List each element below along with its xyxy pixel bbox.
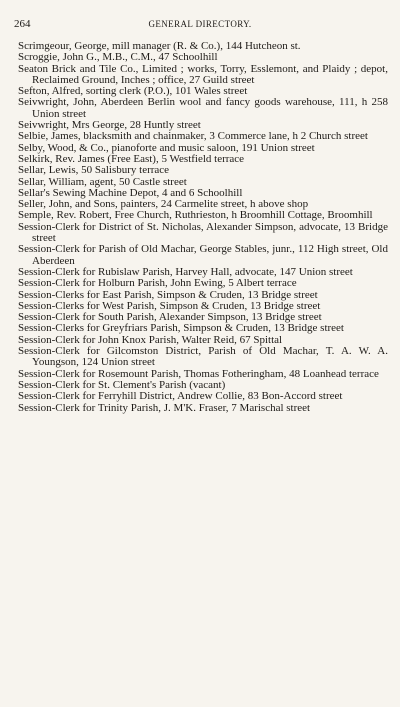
directory-entry: Session-Clerk for Holburn Parish, John Ewing, 5 Albert terrace [18, 277, 297, 290]
directory-entry: Session-Clerk for Gilcomston District, Parish of Old Machar, T. A. W. A. Youngson, 124 Union street [18, 345, 388, 369]
directory-entry: Seaton Brick and Tile Co., Limited ; works, Torry, Esslemont, and Plaidy ; depot, Reclaimed Ground, Inches ; office, 27 Guild street [18, 62, 388, 86]
directory-entry: Selby, Wood, & Co., pianoforte and music saloon, 191 Union street [18, 141, 315, 154]
directory-entry: Session-Clerk for Rubislaw Parish, Harvey Hall, advocate, 147 Union street [18, 265, 353, 278]
directory-entry: Semple, Rev. Robert, Free Church, Ruthrieston, h Broomhill Cottage, Broomhill [18, 209, 373, 222]
directory-entry: Scrimgeour, George, mill manager (R. & Co.), 144 Hutcheon st. [18, 40, 301, 52]
directory-entry: Session-Clerk for Ferryhill District, Andrew Collie, 83 Bon-Accord street [18, 390, 343, 403]
directory-entry: Session-Clerk for Trinity Parish, J. M'K. Fraser, 7 Marischal street [18, 401, 311, 414]
directory-entry: Sellar, Lewis, 50 Salisbury terrace [18, 164, 170, 177]
directory-entry: Selbie, James, blacksmith and chainmaker, 3 Commerce lane, h 2 Church street [18, 130, 368, 143]
directory-entry: Session-Clerk for Rosemount Parish, Thomas Fotheringham, 48 Loanhead terrace [18, 367, 379, 380]
directory-entry: Sellar's Sewing Machine Depot, 4 and 6 Schoolhill [18, 186, 243, 199]
directory-entry: Seivwright, John, Aberdeen Berlin wool and fancy goods warehouse, 111, h 258 Union street [18, 96, 388, 120]
directory-entry: Session-Clerk for District of St. Nicholas, Alexander Simpson, advocate, 13 Bridge street [18, 220, 388, 245]
page-header [14, 18, 386, 34]
directory-entry: Session-Clerk for John Knox Parish, Walter Reid, 67 Spittal [18, 333, 283, 346]
directory-entry: Session-Clerks for West Parish, Simpson & Cruden, 13 Bridge street [18, 299, 321, 312]
page-number: 264 [14, 18, 31, 30]
directory-entry: Selkirk, Rev. James (Free East), 5 Westfield terrace [18, 152, 245, 165]
directory-entry: Seivwright, Mrs George, 28 Huntly street [18, 119, 201, 132]
directory-entry: Session-Clerks for East Parish, Simpson & Cruden, 13 Bridge street [18, 288, 318, 301]
directory-entry: Session-Clerks for Greyfriars Parish, Simpson & Cruden, 13 Bridge street [18, 322, 344, 335]
directory-entries [18, 41, 388, 414]
directory-entry: Session-Clerk for South Parish, Alexander Simpson, 13 Bridge street [18, 311, 322, 324]
directory-entry: Session-Clerk for St. Clement's Parish (vacant) [18, 378, 226, 391]
directory-entry: Sellar, William, agent, 50 Castle street [18, 175, 187, 188]
directory-entry: Session-Clerk for Parish of Old Machar, George Stables, junr., 112 High street, Old Aberdeen [18, 243, 388, 267]
directory-entry: Seller, John, and Sons, painters, 24 Carmelite street, h above shop [18, 198, 309, 211]
directory-entry: Scroggie, John G., M.B., C.M., 47 Schoolhill [18, 51, 218, 64]
directory-entry: Sefton, Alfred, sorting clerk (P.O.), 101 Wales street [18, 85, 248, 98]
running-head: GENERAL DIRECTORY. [148, 19, 252, 29]
